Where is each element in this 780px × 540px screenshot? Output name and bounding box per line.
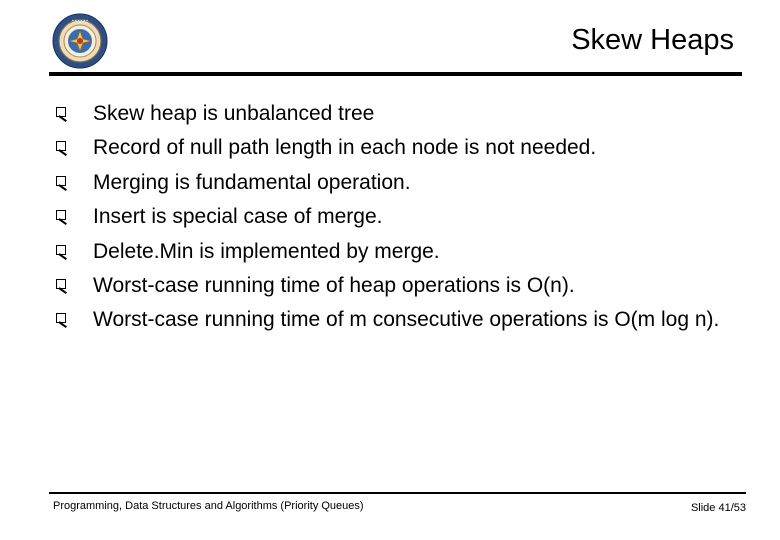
checkbox-q-icon <box>56 209 69 223</box>
svg-text:• • • • • •: • • • • • • <box>72 18 88 23</box>
checkbox-q-icon <box>56 278 69 292</box>
checkbox-q-icon <box>56 106 69 120</box>
bullet-item: Worst-case running time of m consecutive operations is O(m log n). <box>56 303 746 337</box>
checkbox-q-icon <box>56 140 69 154</box>
bullet-item: Record of null path length in each node is not needed. <box>56 131 746 165</box>
bullet-item: Delete.Min is implemented by merge. <box>56 235 746 269</box>
title-divider <box>49 72 742 76</box>
bullet-item: Worst-case running time of heap operations is O(n). <box>56 269 746 303</box>
bullet-item: Skew heap is unbalanced tree <box>56 97 746 131</box>
university-seal-logo <box>52 13 108 69</box>
checkbox-q-icon <box>56 175 69 189</box>
checkbox-q-icon <box>56 244 69 258</box>
footer-divider <box>49 492 746 494</box>
bullet-list <box>56 97 746 338</box>
bullet-item: Insert is special case of merge. <box>56 200 746 234</box>
checkbox-q-icon <box>56 312 69 326</box>
bullet-item: Merging is fundamental operation. <box>56 166 746 200</box>
footer-course-title: Programming, Data Structures and Algorithms (Priority Queues) <box>53 500 364 512</box>
slide-title: Skew Heaps <box>571 24 734 56</box>
footer-slide-number: Slide 41/53 <box>690 502 746 514</box>
